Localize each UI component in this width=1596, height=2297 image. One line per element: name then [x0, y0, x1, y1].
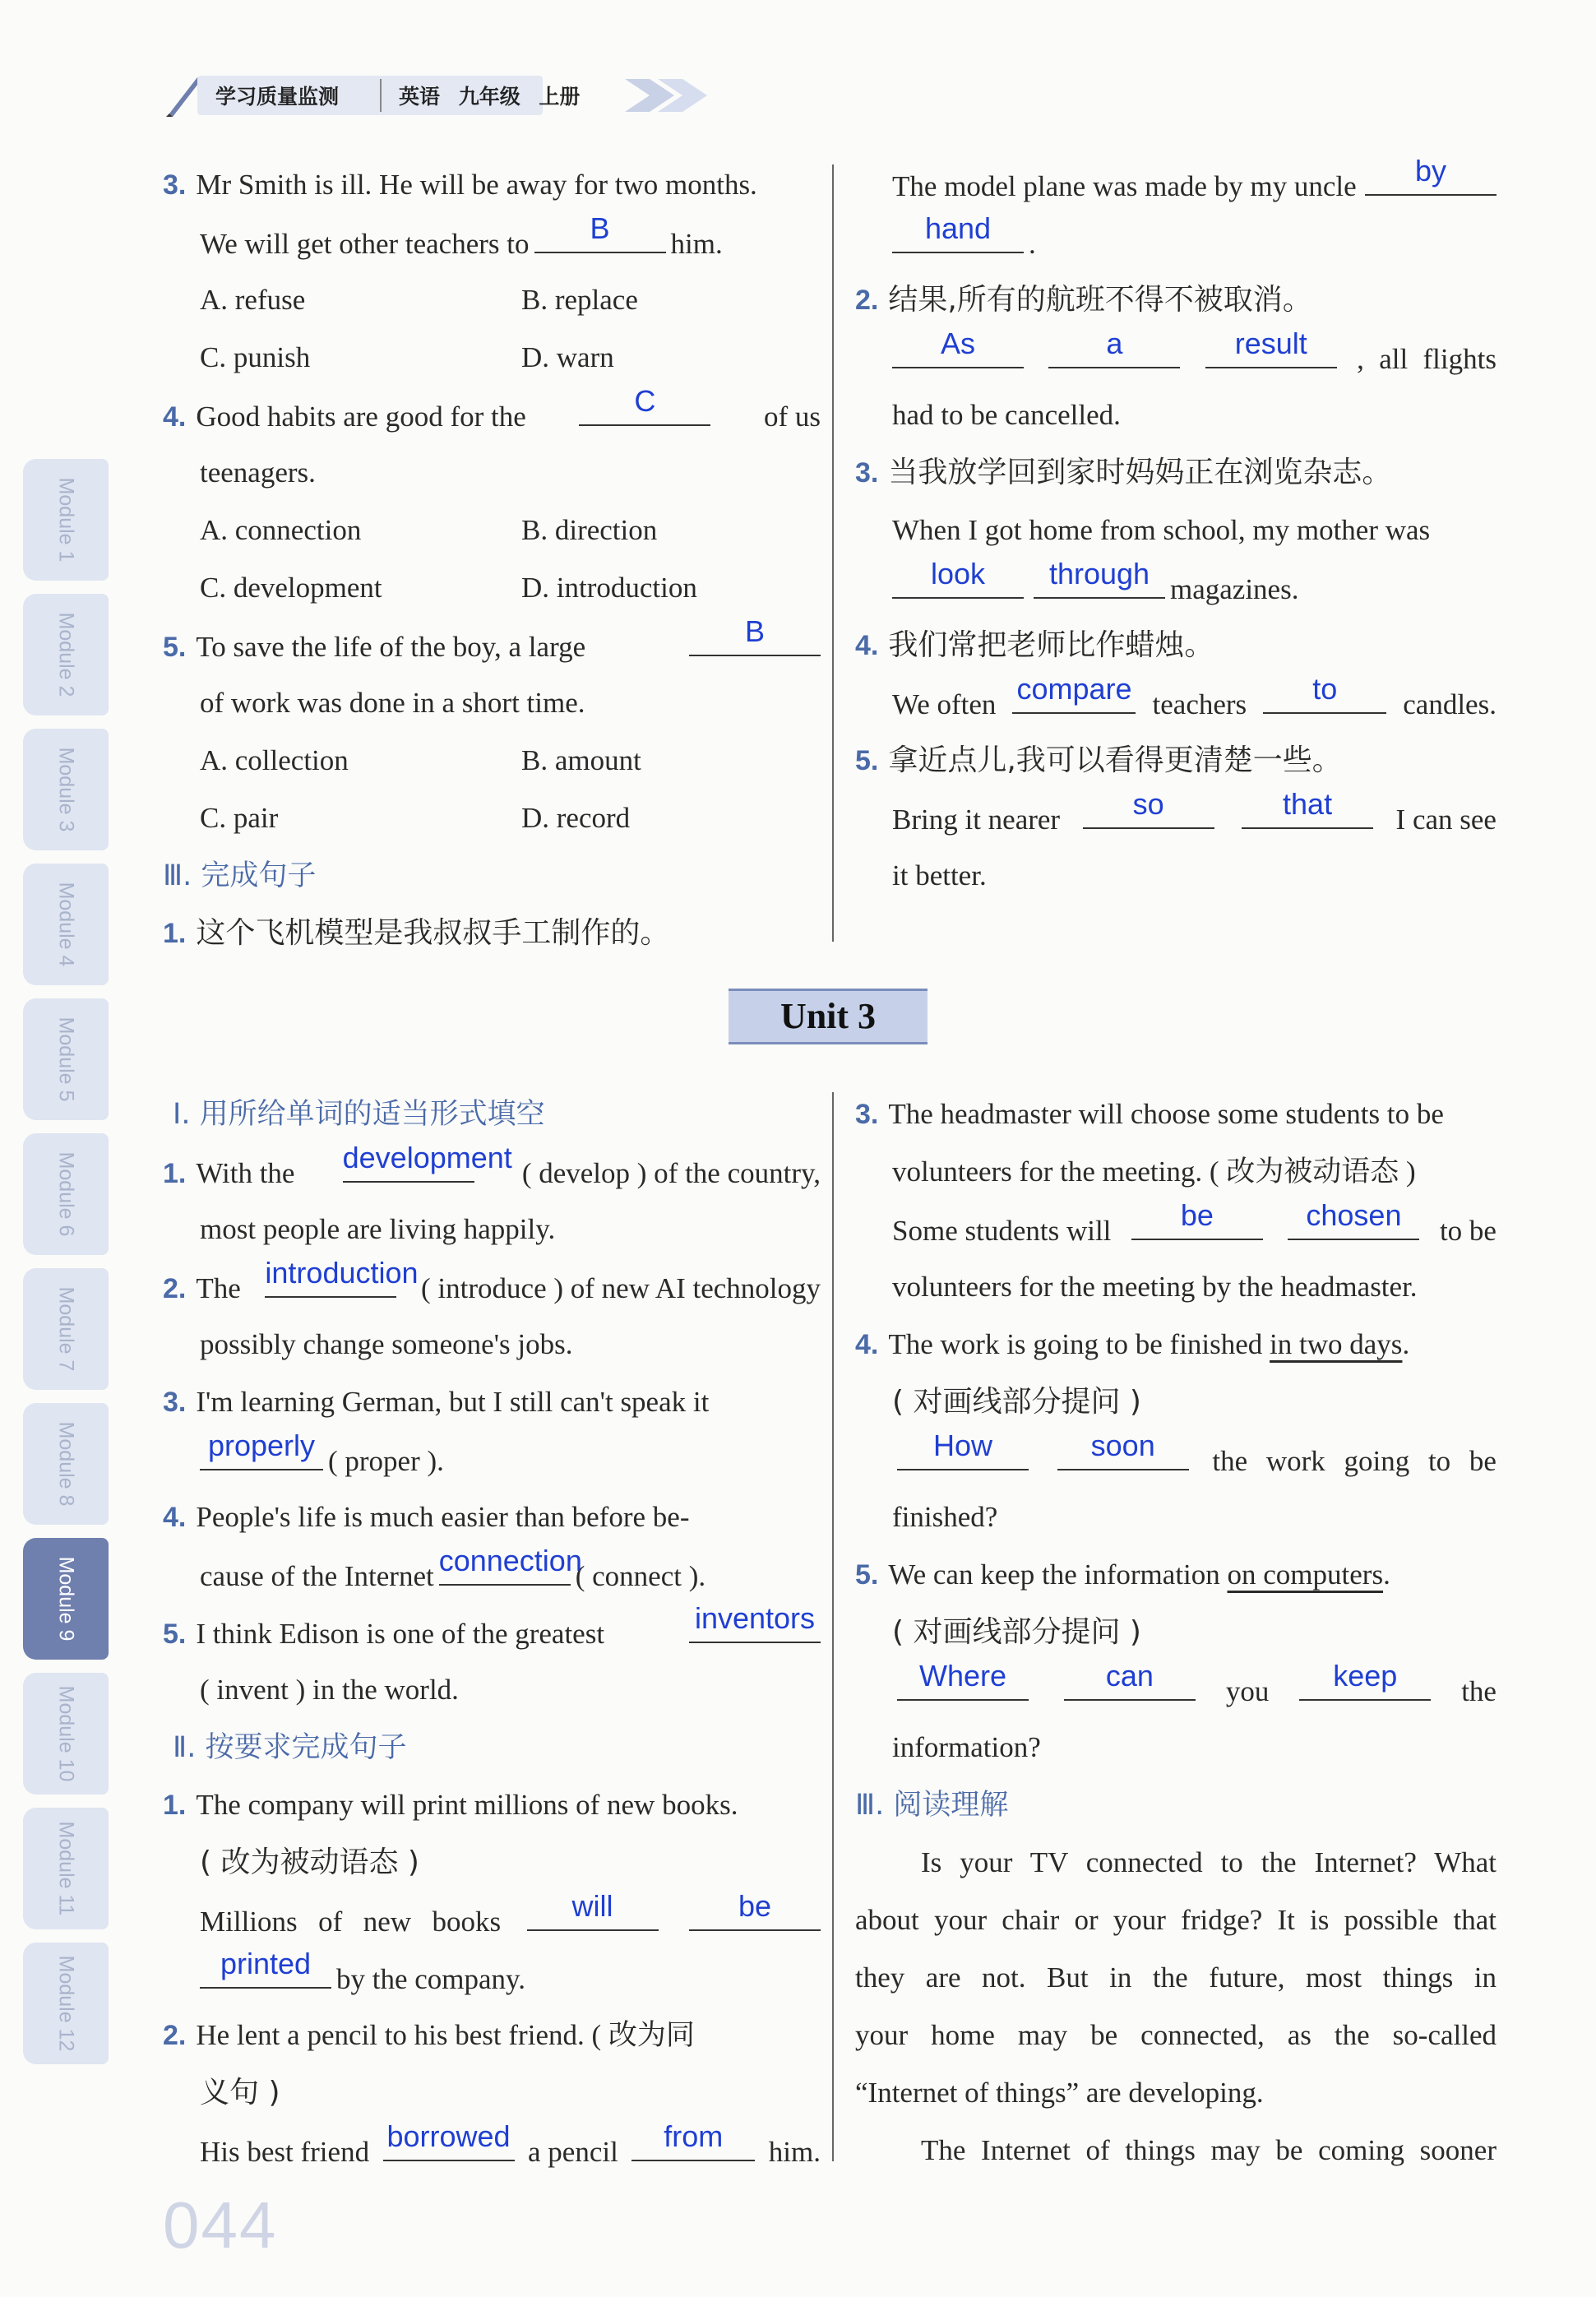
module-tab-11[interactable]: Module 11 [23, 1808, 109, 1929]
series-title: 学习质量监测 [215, 85, 340, 109]
question-5: 5. To save the life of the boy, a large B [163, 617, 821, 674]
module-tab-6[interactable]: Module 6 [23, 1133, 109, 1255]
page-number: 044 [163, 2188, 278, 2262]
module-tab-2[interactable]: Module 2 [23, 594, 109, 715]
section-heading: Ⅲ. 完成句子 [163, 859, 317, 892]
passage-line: they are not. But in the future, most things in [855, 1961, 1497, 1994]
unit-title: Unit 3 [729, 989, 928, 1044]
bottom-left-column: Ⅰ. 用所给单词的适当形式填空 1. With the development ( develop ) of the country, most people are living happily. 2. The introduction ( introduce ) of new AI technology possibly change someone's jobs. 3. I'm learning German, but I still can't speak it properly ( proper ). 4. People's life is much easier than before be- cause of the Internet connection ( connect ). 5. I think Edison is one of the greatest inventors ( invent ) in the world. Ⅱ. 按要求完成句子 1. The company will print millions of new books. ( 改为被动语态 ) Millions of new books will be printed by the company. 2. He lent a pencil to his best friend. ( 改为同 义句 ) His best friend borrowed a pencil from him. [163, 1086, 821, 2179]
options: A. refuse B. replace [200, 284, 638, 316]
top-left-column: 3. Mr Smith is ill. He will be away for two months. We will get other teachers to B him. A. refuse B. replace C. punish D. warn 4. Good habits are good for the C of us teenagers. A. connection B. direction C. development D. introduction 5. To save the life of the boy, a large B of work was done in a short time. A. collection B. amount C. pair D. record Ⅲ. 完成句子 1. 这个飞机模型是我叔叔手工制作的。 [163, 156, 821, 962]
answer-blank[interactable]: B [534, 214, 666, 253]
top-right-column: The model plane was made by my uncle by hand . 2. 结果,所有的航班不得不被取消。 As a result , all flights had to be cancelled. 3. 当我放学回到家时妈妈正在浏览杂志。 When I got home from school, my mother was look through magazines. 4. 我们常把老师比作蜡烛。 We often compare teachers to candles. 5. 拿近点儿,我可以看得更清楚一些。 Bring it nearer so that I can see it better. [855, 154, 1497, 891]
passage-line: Is your TV connected to the Internet? What [921, 1846, 1497, 1878]
answer-blank[interactable]: C [579, 387, 710, 426]
module-tab-5[interactable]: Module 5 [23, 998, 109, 1120]
module-tab-4[interactable]: Module 4 [23, 864, 109, 985]
passage-line: The Internet of things may be coming sooner [921, 2134, 1497, 2166]
module-tab-9[interactable]: Module 9 [23, 1538, 109, 1660]
subject-title: 英语 九年级 上册 [399, 85, 581, 109]
module-tab-3[interactable]: Module 3 [23, 729, 109, 850]
section-heading: Ⅱ. 按要求完成句子 [173, 1731, 407, 1764]
module-tab-8[interactable]: Module 8 [23, 1403, 109, 1525]
question-4: 4. Good habits are good for the C of us [163, 384, 821, 433]
passage-line: your home may be connected, as the so-called [855, 2019, 1497, 2051]
section-heading: Ⅰ. 用所给单词的适当形式填空 [173, 1098, 545, 1131]
double-chevron-right-icon [625, 72, 732, 118]
question-3: 3. Mr Smith is ill. He will be away for two months. [163, 169, 757, 201]
module-tab-1[interactable]: Module 1 [23, 459, 109, 581]
passage-line: “Internet of things” are developing. [855, 2077, 1264, 2109]
answer-blank[interactable]: B [689, 617, 821, 656]
module-tab-12[interactable]: Module 12 [23, 1943, 109, 2064]
module-tab-7[interactable]: Module 7 [23, 1268, 109, 1390]
reading-passage [855, 1834, 1497, 2179]
section-heading: Ⅲ. 阅读理解 [855, 1789, 1009, 1822]
page-header [164, 66, 740, 123]
passage-line: about your chair or your fridge? It is possible that [855, 1904, 1497, 1936]
bottom-right-column: 3. The headmaster will choose some students to be volunteers for the meeting. ( 改为被动语态 ) Some students will be chosen to be volunteers for the meeting by the headmaster. 4. The work is going to be finished in two days. ( 对画线部分提问 ) How soon the work going to be finished? 5. We can keep the information on computers. ( 对画线部分提问 ) Where can you keep the information? Ⅲ. 阅读理解 Is your TV connected to the Internet? What about your chair or your fridge? It is possible that they are not. But in the future, most things in your home may be connected, as the so-called “Internet of things” are developing. The Internet of things may be coming sooner [855, 1086, 1497, 2179]
module-tab-10[interactable]: Module 10 [23, 1673, 109, 1795]
